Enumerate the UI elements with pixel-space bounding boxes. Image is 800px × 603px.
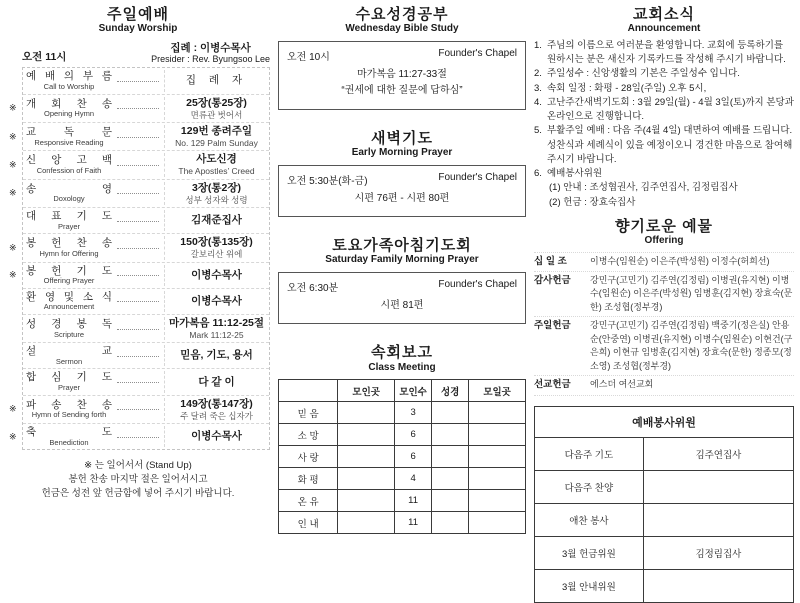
worship-row-sending-hymn <box>9 395 269 423</box>
worship-row-offering-prayer <box>9 262 269 288</box>
announcement-item <box>534 39 794 68</box>
committee-row-next-week-prayer <box>535 437 794 470</box>
offering-row-thanksgiving <box>534 272 794 318</box>
item-label-en: Doxology <box>53 194 85 204</box>
item-label-kr: 봉 헌 찬 송 <box>26 237 112 250</box>
bible-study-title-kr: 수요성경공부 <box>355 6 449 23</box>
item-value: 사도신경 <box>196 153 237 166</box>
worship-title-english: Sunday Worship <box>98 23 178 35</box>
worship-time: 오전 11시 <box>22 51 67 64</box>
worship-row-benediction <box>9 423 269 449</box>
class-place <box>338 512 395 534</box>
morning-prayer-box <box>278 165 526 218</box>
header-place-met: 모인곳 <box>338 380 395 402</box>
class-row-gentleness <box>279 490 526 512</box>
class-count: 4 <box>395 468 432 490</box>
morning-prayer-place: Founder's Chapel <box>438 171 517 183</box>
item-value: 집 례 자 <box>185 74 248 87</box>
dotted-leader <box>117 436 159 438</box>
offering-type: 선교헌금 <box>534 379 571 391</box>
worship-row-sermon <box>23 342 269 368</box>
stand-up-mark: ※ <box>9 187 17 198</box>
offering-row-sunday <box>534 317 794 376</box>
item-label-kr: 파 송 찬 송 <box>26 398 112 411</box>
dotted-leader <box>117 274 159 276</box>
item-text: 속회 일정 : 화평 - 28일(주일) 오후 5시, <box>547 82 707 94</box>
item-number: 3. <box>534 82 542 94</box>
committee-person <box>643 569 793 602</box>
item-text: 주님의 이름으로 여러분을 환영합니다. 교회에 등록하기를 원하시는 분은 새신자 기록카드를 작성해 주시기 바랍니다. <box>547 39 786 65</box>
worship-row-prayer <box>23 207 269 233</box>
worship-footnotes <box>6 459 270 500</box>
class-next <box>469 490 526 512</box>
announcement-item <box>534 96 794 125</box>
offering-names: 강민구(고민기) 김주연(김정림) 이병권(유지현) 이병수(임원순) 이은주(박성원) 임병훈(김지현) 장효숙(문한) 조성협(정부경) <box>590 274 793 312</box>
class-bible <box>432 490 469 512</box>
dotted-leader <box>117 164 159 166</box>
saturday-prayer-title-en: Saturday Family Morning Prayer <box>325 254 479 266</box>
dotted-leader <box>117 136 159 138</box>
committee-row-march-usher <box>535 569 794 602</box>
committee-row-march-offering <box>535 536 794 569</box>
item-value: 마가복음 11:12-25절 <box>168 316 265 329</box>
item-text: 고난주간새벽기도회 : 3월 29일(월) - 4월 3일(토)까지 본당과 온라인으로 진행합니다. <box>547 96 794 122</box>
offering-type: 감사헌금 <box>534 274 571 286</box>
class-bible <box>432 446 469 468</box>
item-text: (1) 안내 : 조성협권사, 김주연집사, 김정림집사 <box>549 182 738 194</box>
offering-row-tithe <box>534 253 794 272</box>
saturday-prayer-passage: 시편 81편 <box>380 299 424 311</box>
saturday-prayer-box <box>278 272 526 325</box>
item-value: 다 같 이 <box>198 375 235 388</box>
stand-up-mark: ※ <box>9 431 17 442</box>
item-value: 이병수목사 <box>191 268 242 281</box>
class-bible <box>432 424 469 446</box>
worship-meta <box>22 42 270 65</box>
committee-role: 3월 안내위원 <box>535 569 644 602</box>
item-value: 3장(통2장) <box>191 181 242 194</box>
item-value: 김재준집사 <box>191 214 242 227</box>
worship-row-doxology <box>9 179 269 207</box>
offering-section <box>534 218 794 396</box>
sunday-worship-section <box>6 6 270 499</box>
class-next <box>469 446 526 468</box>
class-bible <box>432 402 469 424</box>
stand-up-mark: ※ <box>9 159 17 170</box>
item-subvalue: 면류관 벗어서 <box>190 109 243 120</box>
item-text: (2) 헌금 : 장효숙집사 <box>549 196 636 208</box>
offering-names: 이병수(임원순) 이은주(박성원) 이정수(허희선) <box>590 255 770 266</box>
saturday-prayer-place: Founder's Chapel <box>438 278 517 290</box>
footnote-offering-hymn: 봉헌 찬송 마지막 절은 일어서시고 <box>68 474 208 485</box>
committee-title: 예배봉사위원 <box>535 406 794 437</box>
stand-up-mark: ※ <box>9 131 17 142</box>
item-label-kr: 신 앙 고 백 <box>26 154 112 167</box>
footnote-offering-box: 헌금은 성전 앞 헌금함에 넣어 주시기 바랍니다. <box>41 487 235 499</box>
item-subvalue: 갈보리산 위에 <box>190 249 243 260</box>
item-label-kr: 송 영 <box>26 182 112 195</box>
class-place <box>338 424 395 446</box>
worship-row-announcement <box>23 288 269 314</box>
class-row-hope <box>279 424 526 446</box>
item-label-en: Prayer <box>57 221 81 231</box>
bible-study-place: Founder's Chapel <box>438 47 517 59</box>
announcement-title-en: Announcement <box>627 23 701 35</box>
committee-role: 다음주 기도 <box>535 437 644 470</box>
stand-up-mark: ※ <box>9 242 17 253</box>
offering-rows <box>534 252 794 396</box>
item-label-en: Responsive Reading <box>34 137 104 147</box>
footnote-stand-up: ※ 는 일어서서 (Stand Up) <box>84 460 192 472</box>
committee-role: 다음주 찬양 <box>535 470 644 503</box>
presider-korean: 집례 : 이병수목사 <box>170 41 251 54</box>
stand-up-mark: ※ <box>9 102 17 113</box>
item-label-kr: 설 교 <box>26 345 112 358</box>
offering-title-kr: 향기로운 예물 <box>614 217 714 235</box>
saturday-prayer-title-kr: 토요가족아침기도회 <box>332 237 472 254</box>
announcement-list <box>534 39 794 210</box>
item-label-kr: 개 회 찬 송 <box>26 97 112 110</box>
class-count: 11 <box>395 512 432 534</box>
class-next <box>469 468 526 490</box>
class-place <box>338 468 395 490</box>
item-number: 4. <box>534 96 542 108</box>
worship-title-korean: 주일예배 <box>107 6 169 23</box>
header-bible: 성경 <box>432 380 469 402</box>
item-subvalue: The Apostles’ Creed <box>178 166 255 177</box>
offering-names: 강민구(고민기) 김주연(김정림) 백중기(정은실) 안용순(안중연) 이병권(유지현) 이병수(임원순) 이현건(구은희) 이현규 임병훈(김지현) 장효숙(문한) 정종모(정소영) 조성협(정부경) <box>590 320 793 371</box>
class-name: 화 평 <box>279 468 338 490</box>
item-number: 5. <box>534 125 542 137</box>
item-subvalue: 성부 성자와 성령 <box>185 194 248 205</box>
dotted-leader <box>117 107 159 109</box>
class-name: 믿 음 <box>279 402 338 424</box>
item-label-kr: 대 표 기 도 <box>26 209 112 222</box>
item-label-en: Scripture <box>53 329 84 339</box>
class-count: 6 <box>395 446 432 468</box>
committee-role: 3월 헌금위원 <box>535 536 644 569</box>
class-meeting-table <box>278 379 526 534</box>
class-meeting-title-en: Class Meeting <box>368 361 436 373</box>
item-label-en: Sermon <box>55 356 83 366</box>
item-number: 1. <box>534 39 542 51</box>
dotted-leader <box>117 80 159 82</box>
service-committee-table <box>534 406 794 603</box>
class-next <box>469 402 526 424</box>
bible-study-time: 오전 10시 <box>287 51 330 63</box>
midweek-section <box>278 6 526 530</box>
item-label-en: Hymn for Offering <box>39 248 99 258</box>
item-label-en: Confession of Faith <box>36 166 102 175</box>
announcement-subitem-offering <box>534 196 794 210</box>
service-committee-section <box>534 406 794 603</box>
class-bible <box>432 468 469 490</box>
committee-role: 애찬 봉사 <box>535 503 644 536</box>
morning-prayer-title-en: Early Morning Prayer <box>351 147 453 158</box>
item-subvalue: 주 달려 죽은 십자가 <box>180 410 253 421</box>
dotted-leader <box>117 300 159 302</box>
item-number: 6. <box>534 168 542 179</box>
announcement-section <box>534 6 794 210</box>
worship-order-table <box>9 67 270 450</box>
item-label-kr: 봉 헌 기 도 <box>26 264 112 277</box>
item-value: 이병수목사 <box>191 430 242 443</box>
committee-row-next-week-praise <box>535 470 794 503</box>
offering-title-en: Offering <box>644 235 684 246</box>
presider-english: Presider : Rev. Byungsoo Lee <box>151 54 270 65</box>
saturday-prayer-time: 오전 6:30분 <box>287 282 339 294</box>
class-meeting-report <box>278 344 526 534</box>
wednesday-bible-study <box>278 6 526 110</box>
dotted-leader <box>117 408 159 410</box>
item-subvalue: No. 129 Palm Sunday <box>175 138 258 149</box>
item-value: 150장(통135장) <box>180 236 253 249</box>
class-row-peace <box>279 468 526 490</box>
class-name: 온 유 <box>279 490 338 512</box>
offering-names: 에스더 여선교회 <box>590 379 654 390</box>
dotted-leader <box>117 355 159 357</box>
announcement-item <box>534 67 794 81</box>
announcement-item <box>534 82 794 96</box>
announcement-item <box>534 124 794 167</box>
class-next <box>469 512 526 534</box>
item-value: 149장(통147장) <box>180 397 253 410</box>
item-label-en: Hymn of Sending forth <box>31 410 107 420</box>
offering-row-mission <box>534 376 794 395</box>
morning-prayer-passage: 시편 76편 - 시편 80편 <box>354 192 450 204</box>
worship-row-opening-hymn <box>9 94 269 122</box>
bible-study-theme: “권세에 대한 질문에 답하심” <box>341 85 463 97</box>
item-value: 129번 종려주일 <box>180 125 253 138</box>
header-next-place: 모일곳 <box>469 380 526 402</box>
item-text: 주일성수 : 신앙생활의 기본은 주일성수 입니다. <box>547 68 740 80</box>
morning-prayer-title-kr: 새벽기도 <box>371 129 433 147</box>
class-count: 6 <box>395 424 432 446</box>
class-place <box>338 402 395 424</box>
item-label-kr: 축 도 <box>26 426 112 439</box>
item-subvalue: Mark 11:12-25 <box>189 330 244 341</box>
worship-row-scripture <box>23 314 269 342</box>
class-table-header-row <box>279 380 526 402</box>
item-label-en: Benediction <box>49 437 89 447</box>
announcement-item <box>534 167 794 181</box>
class-place <box>338 490 395 512</box>
item-label-kr: 합 심 기 도 <box>26 371 112 384</box>
item-text: 부활주일 예배 : 다음 주(4월 4일) 대면하여 예배를 드립니다. 성찬식과 세례식이 있을 예정이오니 경건한 마음으로 참여해 주시기 바랍니다. <box>547 125 793 165</box>
offering-type: 주일헌금 <box>534 320 571 332</box>
early-morning-prayer <box>278 130 526 217</box>
item-value: 이병수목사 <box>191 294 242 307</box>
worship-row-united-prayer <box>23 368 269 394</box>
item-text: 예배봉사위원 <box>547 168 603 179</box>
saturday-family-prayer <box>278 237 526 324</box>
dotted-leader <box>117 192 159 194</box>
committee-person <box>643 503 793 536</box>
item-label-kr: 예 배 의 부 름 <box>26 70 112 83</box>
header-attendance: 모인수 <box>395 380 432 402</box>
item-value: 25장(통25장) <box>186 96 247 109</box>
class-name: 인 내 <box>279 512 338 534</box>
item-label-en: Call to Worship <box>43 81 95 91</box>
dotted-leader <box>117 220 159 222</box>
announcement-subitem-usher <box>534 181 794 195</box>
presider-block <box>151 42 270 65</box>
announcement-title-kr: 교회소식 <box>633 6 695 23</box>
bible-study-box <box>278 41 526 110</box>
item-label-en: Offering Prayer <box>43 276 95 286</box>
class-place <box>338 446 395 468</box>
worship-row-hymn-for-offering <box>9 233 269 261</box>
dotted-leader <box>117 247 159 249</box>
committee-person: 김주연집사 <box>643 437 793 470</box>
item-label-en: Opening Hymn <box>43 109 95 119</box>
class-next <box>469 424 526 446</box>
class-row-love <box>279 446 526 468</box>
item-label-en: Announcement <box>43 302 95 312</box>
morning-prayer-time: 오전 5:30분(화-금) <box>287 175 368 187</box>
worship-row-confession <box>9 150 269 178</box>
bible-study-passage: 마가복음 11:27-33절 <box>357 68 447 80</box>
worship-row-responsive-reading <box>9 122 269 150</box>
item-number: 2. <box>534 68 542 80</box>
item-label-kr: 성 경 봉 독 <box>26 318 112 330</box>
dotted-leader <box>117 381 159 383</box>
committee-row-agape-service <box>535 503 794 536</box>
item-value: 믿음, 기도, 용서 <box>180 349 253 362</box>
bible-study-title-en: Wednesday Bible Study <box>345 23 459 35</box>
class-name: 소 망 <box>279 424 338 446</box>
class-row-patience <box>279 512 526 534</box>
stand-up-mark: ※ <box>9 403 17 414</box>
committee-person: 김정림집사 <box>643 536 793 569</box>
class-count: 3 <box>395 402 432 424</box>
worship-row-call-to-worship <box>23 68 269 94</box>
class-count: 11 <box>395 490 432 512</box>
class-row-faith <box>279 402 526 424</box>
news-offering-section <box>534 6 794 593</box>
item-label-kr: 교 독 문 <box>26 126 112 139</box>
class-meeting-title-kr: 속회보고 <box>371 344 433 362</box>
item-label-en: Prayer <box>57 383 81 393</box>
header-blank <box>279 380 338 402</box>
committee-person <box>643 470 793 503</box>
item-label-kr: 환 영 및 소 식 <box>26 290 112 303</box>
stand-up-mark: ※ <box>9 269 17 280</box>
class-bible <box>432 512 469 534</box>
class-name: 사 랑 <box>279 446 338 468</box>
offering-type: 십 일 조 <box>534 255 567 267</box>
dotted-leader <box>117 328 159 330</box>
